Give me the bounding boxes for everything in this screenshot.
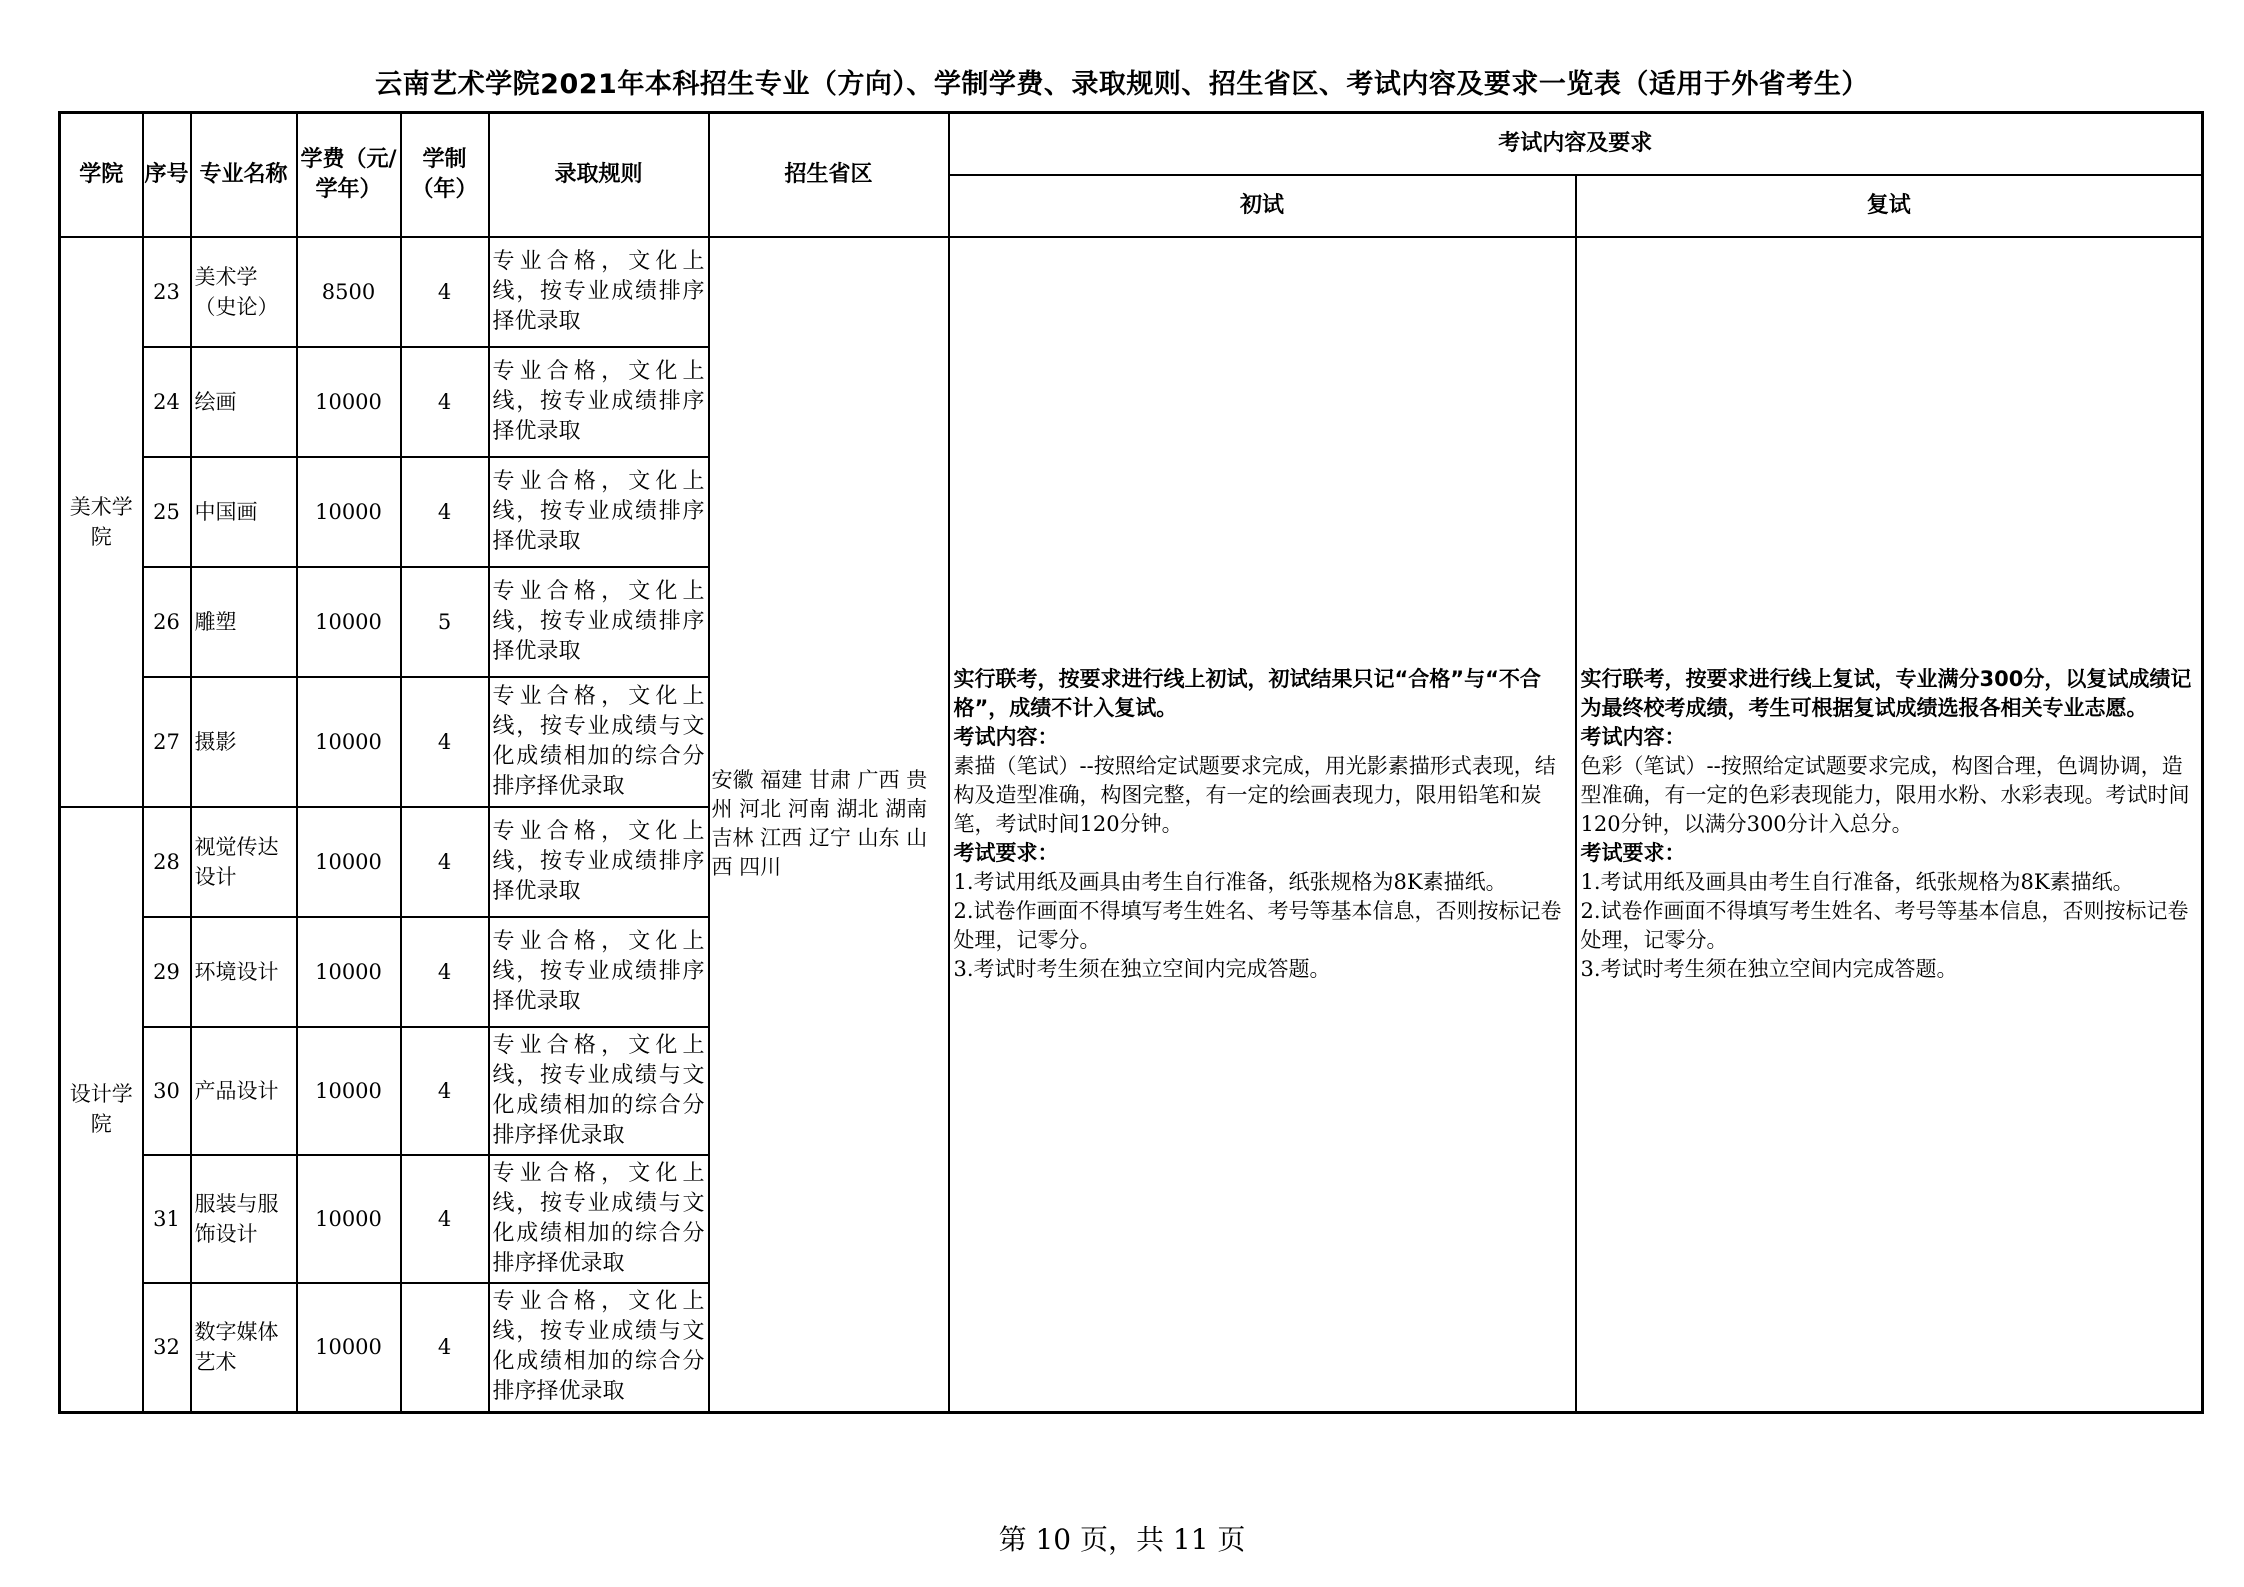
years-cell: 4: [401, 917, 489, 1027]
college-cell: 美术学院: [60, 237, 143, 807]
first-exam-req-3: 3.考试时考生须在独立空间内完成答题。: [953, 956, 1331, 981]
header-first-exam: 初试: [949, 175, 1576, 237]
rule-cell: 专业合格，文化上线，按专业成绩排序择优录取: [489, 237, 709, 347]
admissions-table: [58, 111, 2204, 1414]
fee-cell: 10000: [297, 347, 401, 457]
major-cell: 摄影: [191, 677, 297, 807]
second-exam-intro: 实行联考，按要求进行线上复试，专业满分300分，以复试成绩记为最终校考成绩，考生可根据复试成绩选报各相关专业志愿。: [1580, 666, 2192, 720]
header-major: 专业名称: [191, 113, 297, 237]
rule-cell: 专业合格，文化上线，按专业成绩排序择优录取: [489, 457, 709, 567]
major-cell: 数字媒体艺术: [191, 1283, 297, 1413]
major-cell: 美术学（史论）: [191, 237, 297, 347]
first-exam-intro: 实行联考，按要求进行线上初试，初试结果只记“合格”与“不合格”，成绩不计入复试。: [953, 666, 1541, 720]
fee-cell: 10000: [297, 1155, 401, 1283]
college-cell: 设计学院: [60, 807, 143, 1413]
header-exam: 考试内容及要求: [949, 113, 2203, 175]
header-rule: 录取规则: [489, 113, 709, 237]
seq-cell: 23: [143, 237, 191, 347]
years-cell: 4: [401, 347, 489, 457]
major-cell: 绘画: [191, 347, 297, 457]
rule-cell: 专业合格，文化上线，按专业成绩与文化成绩相加的综合分排序择优录取: [489, 1155, 709, 1283]
major-cell: 服装与服饰设计: [191, 1155, 297, 1283]
seq-cell: 31: [143, 1155, 191, 1283]
header-province: 招生省区: [709, 113, 949, 237]
fee-cell: 10000: [297, 457, 401, 567]
table-row: [60, 237, 2203, 347]
years-cell: 4: [401, 677, 489, 807]
rule-cell: 专业合格，文化上线，按专业成绩排序择优录取: [489, 917, 709, 1027]
first-exam-req-2: 2.试卷作画面不得填写考生姓名、考号等基本信息，否则按标记卷处理，记零分。: [953, 898, 1562, 952]
header-second-exam: 复试: [1576, 175, 2203, 237]
major-cell: 雕塑: [191, 567, 297, 677]
seq-cell: 30: [143, 1027, 191, 1155]
years-cell: 4: [401, 1155, 489, 1283]
years-cell: 4: [401, 457, 489, 567]
first-exam-cell: [949, 237, 1576, 1413]
second-exam-req-1: 1.考试用纸及画具由考生自行准备，纸张规格为8K素描纸。: [1580, 869, 2134, 894]
rule-cell: 专业合格，文化上线，按专业成绩与文化成绩相加的综合分排序择优录取: [489, 1283, 709, 1413]
major-cell: 中国画: [191, 457, 297, 567]
first-exam-content-label: 考试内容：: [953, 724, 1059, 749]
years-cell: 4: [401, 1283, 489, 1413]
fee-cell: 10000: [297, 917, 401, 1027]
fee-cell: 8500: [297, 237, 401, 347]
province-cell: 安徽 福建 甘肃 广西 贵州 河北 河南 湖北 湖南 吉林 江西 辽宁 山东 山西 四川: [709, 237, 949, 1413]
fee-cell: 10000: [297, 807, 401, 917]
second-exam-req-3: 3.考试时考生须在独立空间内完成答题。: [1580, 956, 1958, 981]
page-title: 云南艺术学院2021年本科招生专业（方向）、学制学费、录取规则、招生省区、考试内容及要求一览表（适用于外省考生）: [375, 69, 1869, 100]
second-exam-cell: [1576, 237, 2203, 1413]
header-fee: 学费（元/学年）: [297, 113, 401, 237]
header-college: 学院: [60, 113, 143, 237]
rule-cell: 专业合格，文化上线，按专业成绩排序择优录取: [489, 807, 709, 917]
seq-cell: 32: [143, 1283, 191, 1413]
fee-cell: 10000: [297, 567, 401, 677]
major-cell: 视觉传达设计: [191, 807, 297, 917]
header-seq: 序号: [143, 113, 191, 237]
page-footer: 第 10 页，共 11 页: [998, 1523, 1246, 1556]
years-cell: 4: [401, 237, 489, 347]
first-exam-req-label: 考试要求：: [953, 840, 1059, 865]
years-cell: 4: [401, 1027, 489, 1155]
fee-cell: 10000: [297, 677, 401, 807]
first-exam-content: 素描（笔试）--按照给定试题要求完成，用光影素描形式表现，结构及造型准确，构图完整，有一定的绘画表现力，限用铅笔和炭笔，考试时间120分钟。: [953, 753, 1556, 836]
seq-cell: 26: [143, 567, 191, 677]
fee-cell: 10000: [297, 1283, 401, 1413]
rule-cell: 专业合格，文化上线，按专业成绩与文化成绩相加的综合分排序择优录取: [489, 677, 709, 807]
rule-cell: 专业合格，文化上线，按专业成绩排序择优录取: [489, 347, 709, 457]
header-years: 学制（年）: [401, 113, 489, 237]
seq-cell: 29: [143, 917, 191, 1027]
first-exam-req-1: 1.考试用纸及画具由考生自行准备，纸张规格为8K素描纸。: [953, 869, 1507, 894]
second-exam-req-2: 2.试卷作画面不得填写考生姓名、考号等基本信息，否则按标记卷处理，记零分。: [1580, 898, 2189, 952]
seq-cell: 24: [143, 347, 191, 457]
rule-cell: 专业合格，文化上线，按专业成绩排序择优录取: [489, 567, 709, 677]
years-cell: 4: [401, 807, 489, 917]
seq-cell: 27: [143, 677, 191, 807]
seq-cell: 28: [143, 807, 191, 917]
second-exam-req-label: 考试要求：: [1580, 840, 1686, 865]
major-cell: 环境设计: [191, 917, 297, 1027]
fee-cell: 10000: [297, 1027, 401, 1155]
rule-cell: 专业合格，文化上线，按专业成绩与文化成绩相加的综合分排序择优录取: [489, 1027, 709, 1155]
years-cell: 5: [401, 567, 489, 677]
major-cell: 产品设计: [191, 1027, 297, 1155]
second-exam-content: 色彩（笔试）--按照给定试题要求完成，构图合理，色调协调，造型准确，有一定的色彩表现能力，限用水粉、水彩表现。考试时间120分钟，以满分300分计入总分。: [1580, 753, 2190, 836]
second-exam-content-label: 考试内容：: [1580, 724, 1686, 749]
seq-cell: 25: [143, 457, 191, 567]
